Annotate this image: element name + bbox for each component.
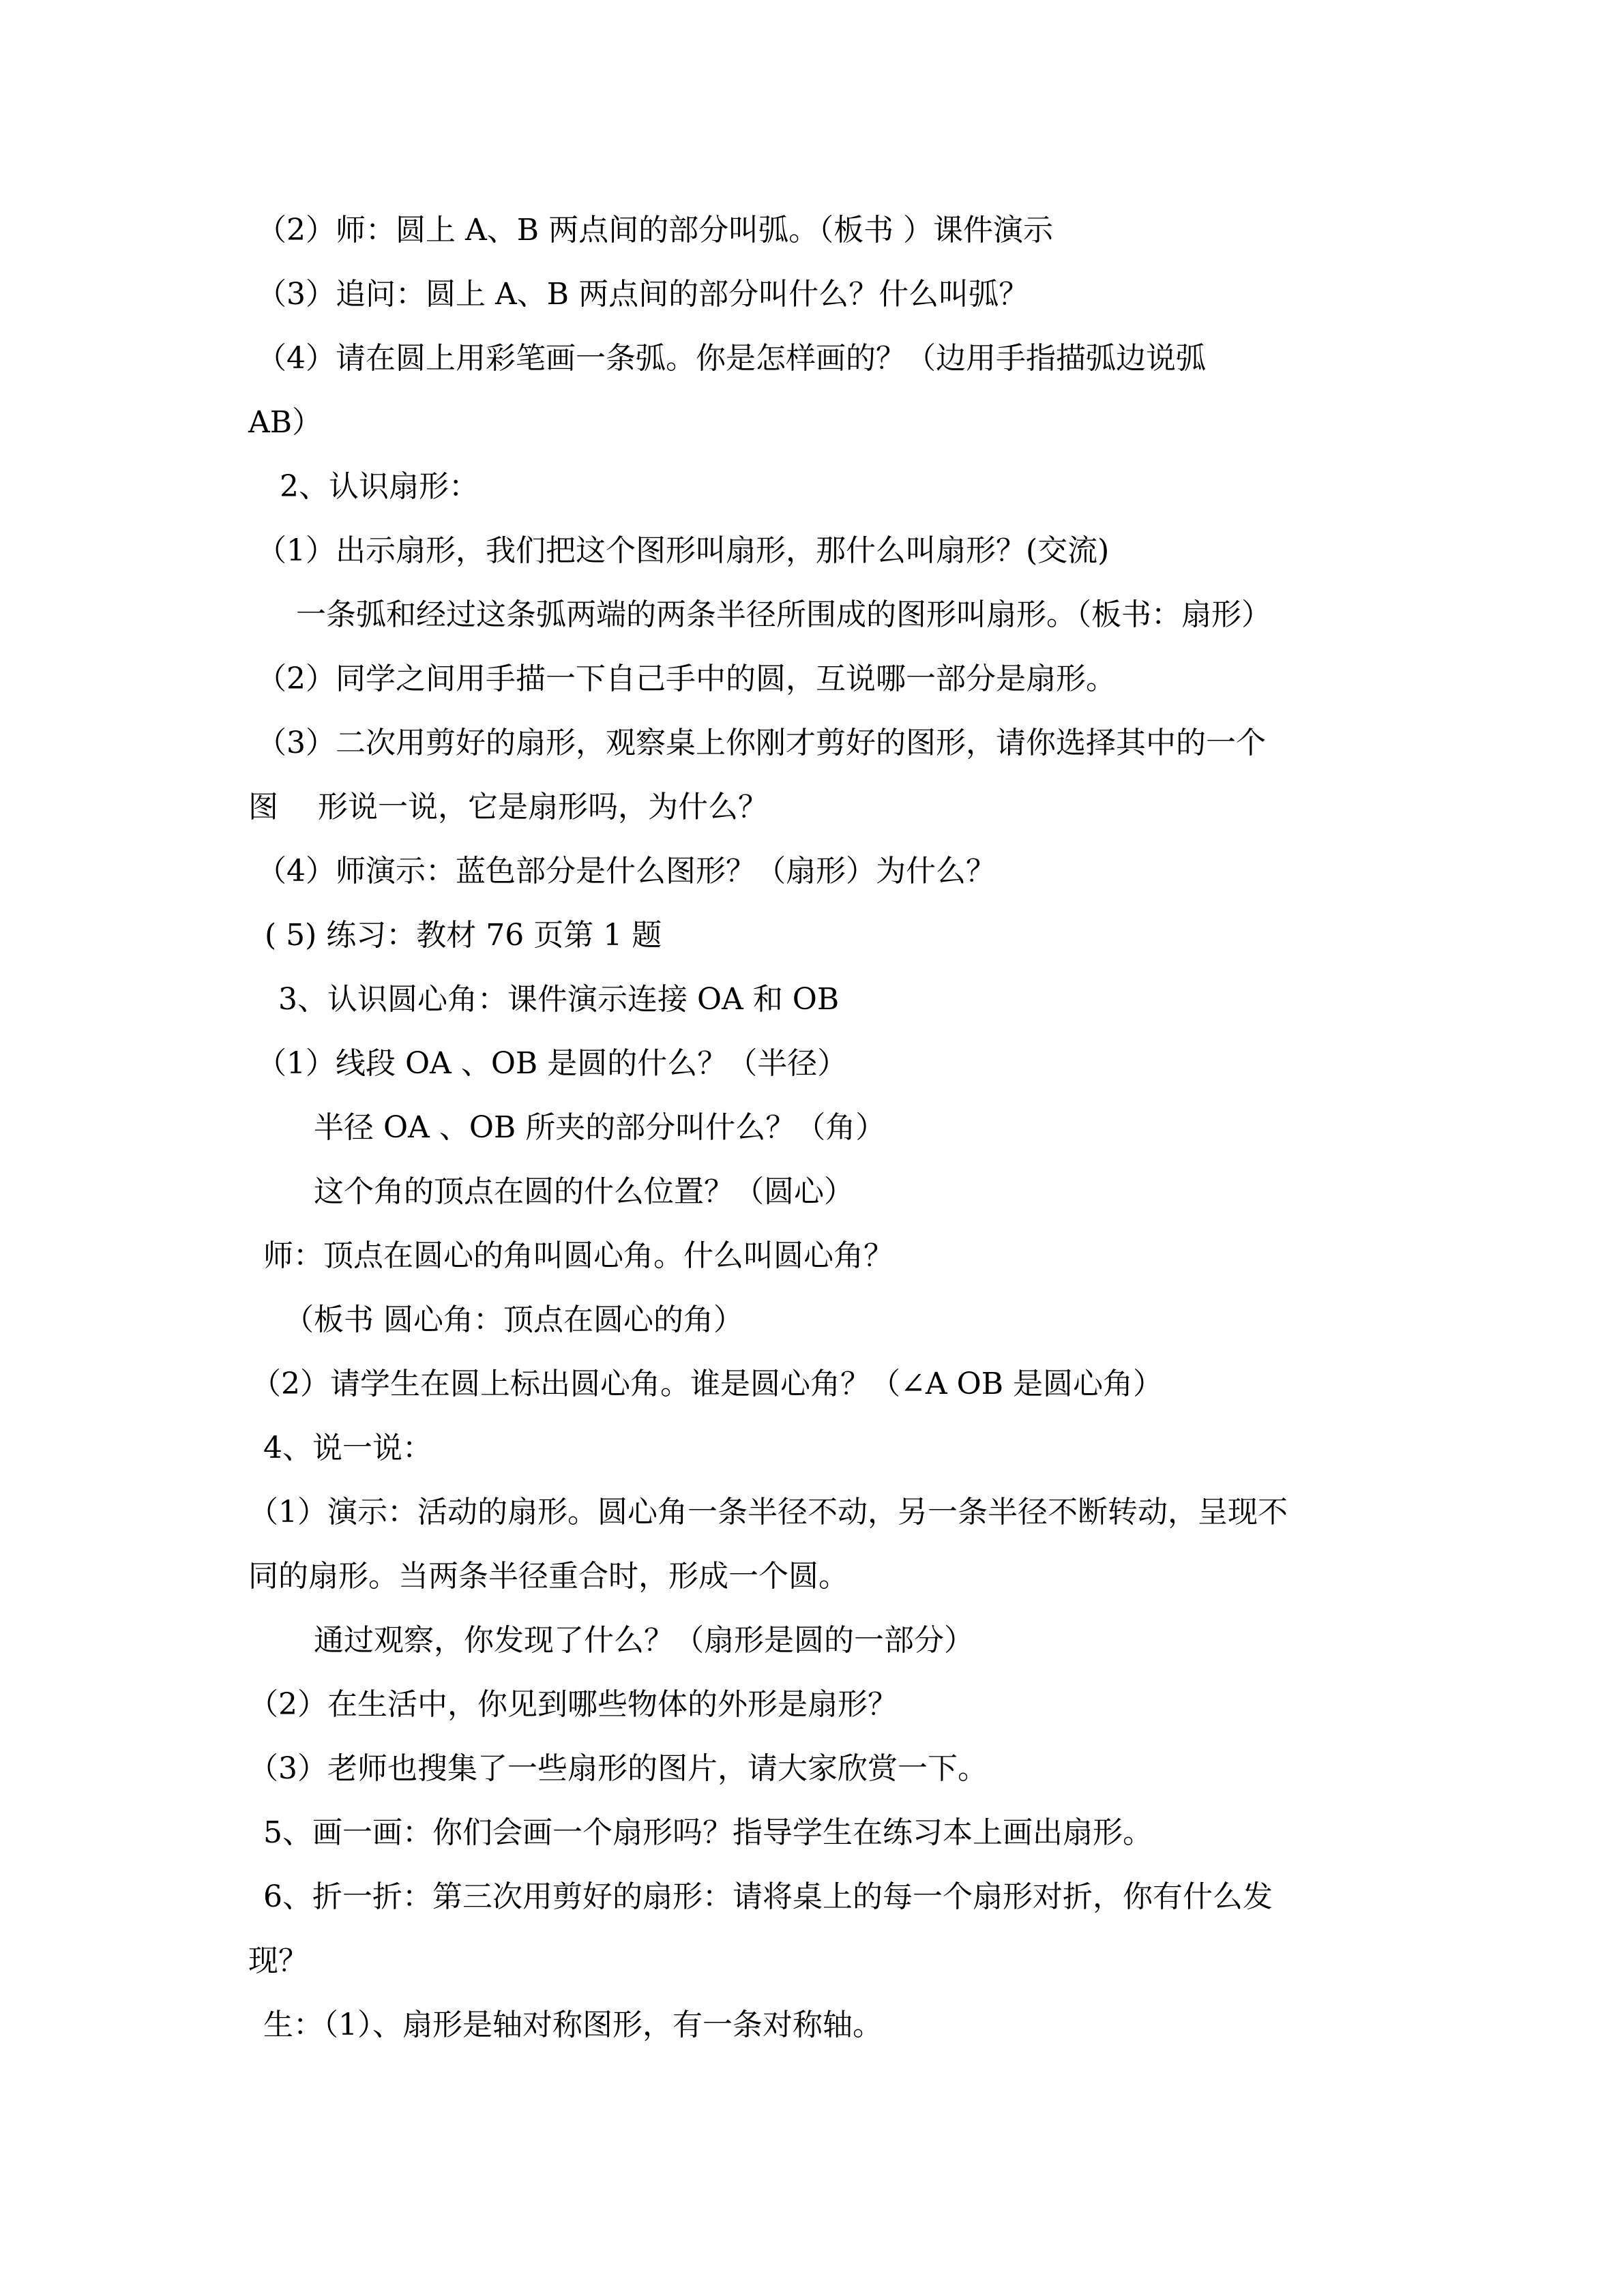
text-line-23: 通过观察，你发现了什么？（扇形是圆的一部分） [314,1623,974,1658]
text-line-29: 生：（1）、扇形是轴对称图形，有一条对称轴。 [263,2008,883,2042]
text-line-12: ( 5) 练习：教材 76 页第 1 题 [265,918,662,953]
text-line-25: （3）老师也搜集了一些扇形的图片，请大家欣赏一下。 [248,1751,988,1786]
text-line-4: AB） [248,405,323,440]
text-line-1: （2）师：圆上 A、B 两点间的部分叫弧。（板书 ）课件演示 [256,213,1054,248]
text-line-24: （2）在生活中，你见到哪些物体的外形是扇形？ [248,1687,898,1722]
text-line-11: （4）师演示：蓝色部分是什么图形？（扇形）为什么？ [256,854,996,889]
section-heading-3: 3、认识圆心角：课件演示连接 OA 和 OB [278,982,840,1017]
text-line-16: 这个角的顶点在圆的什么位置？（圆心） [314,1174,854,1209]
text-line-6: （1）出示扇形，我们把这个图形叫扇形，那什么叫扇形？(交流) [256,533,1110,568]
text-line-2: （3）追问：圆上 A、B 两点间的部分叫什么？什么叫弧？ [256,277,1029,312]
text-line-3: （4）请在圆上用彩笔画一条弧。你是怎样画的？（边用手指描弧边说弧 [256,341,1206,376]
text-line-22: 同的扇形。当两条半径重合时，形成一个圆。 [248,1559,848,1594]
text-line-8: （2）同学之间用手描一下自己手中的圆，互说哪一部分是扇形。 [256,661,1116,696]
text-line-10: 图 形说一说，它是扇形吗，为什么？ [248,790,768,824]
text-line-7: 一条弧和经过这条弧两端的两条半径所围成的图形叫扇形。（板书：扇形） [296,597,1271,632]
text-line-14: （1）线段 OA 、OB 是圆的什么？（半径） [256,1046,848,1081]
text-line-9: （3）二次用剪好的扇形，观察桌上你刚才剪好的图形，请你选择其中的一个 [256,726,1266,760]
section-heading-6: 6、折一折：第三次用剪好的扇形：请将桌上的每一个扇形对折，你有什么发 [263,1879,1273,1914]
section-heading-4: 4、说一说： [263,1431,432,1465]
text-line-28: 现？ [248,1943,308,1978]
text-line-21: （1）演示：活动的扇形。圆心角一条半径不动，另一条半径不断转动，呈现不 [248,1495,1288,1530]
section-heading-5: 5、画一画：你们会画一个扇形吗？指导学生在练习本上画出扇形。 [263,1815,1153,1850]
text-line-15: 半径 OA 、OB 所夹的部分叫什么？（角） [314,1110,886,1145]
section-heading-2: 2、认识扇形： [280,469,479,504]
text-line-17: 师：顶点在圆心的角叫圆心角。什么叫圆心角？ [263,1238,894,1273]
text-line-19: （2）请学生在圆上标出圆心角。谁是圆心角？（∠A OB 是圆心角） [251,1367,1164,1401]
text-line-18: （板书 圆心角：顶点在圆心的角） [284,1302,743,1337]
